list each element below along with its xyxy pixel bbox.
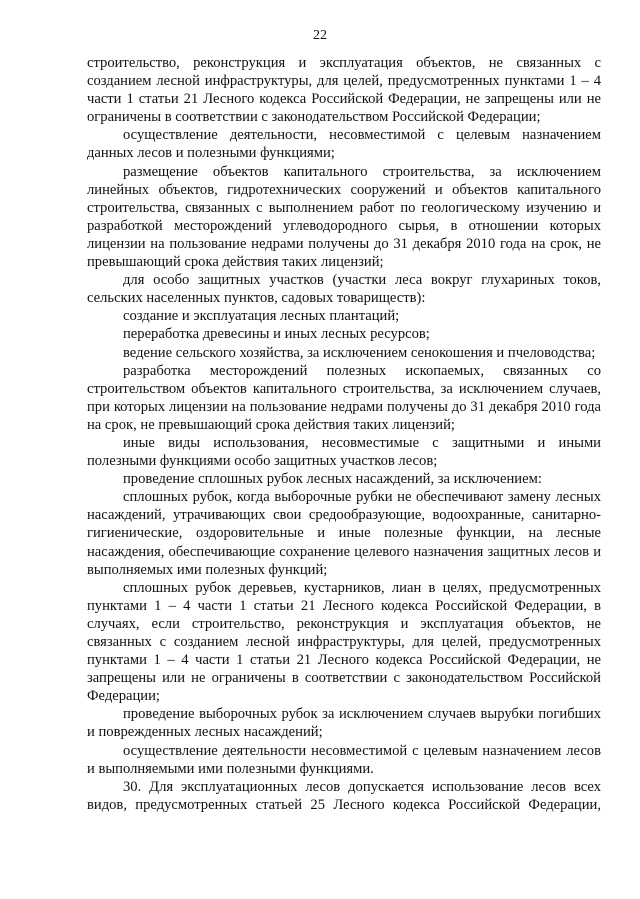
paragraph-2: осуществление деятельности, несовместимой с целевым назначением данных лесов и полезными функциями; xyxy=(87,127,601,162)
paragraph-9: иные виды использования, несовместимые с защитными и иными полезными функциями особо защитных участков лесов; xyxy=(87,434,601,470)
paragraph-6: переработка древесины и иных лесных ресурсов; xyxy=(123,326,430,343)
paragraph-13: проведение выборочных рубок за исключением случаев вырубки погибших и поврежденных лесных насаждений; xyxy=(87,706,601,741)
paragraph-12: сплошных рубок деревьев, кустарников, лиан в целях, предусмотренных пунктами 1 – 4 части 1 статьи 21 Лесного кодекса Российской Федерации, в случаях, если строительство, реконструкция и эксплуатация объектов, не связанных с созданием лесной инфраструктуры, для целей, предусмотренных пунктами 1 – 4 части 1 статьи 21 Лесного кодекса Российской Федерации, не запрещены или не ограничены в соответствии с законодательством Российской Федерации; xyxy=(87,579,601,705)
paragraph-15: 30. Для эксплуатационных лесов допускается использование лесов всех видов, предусмотренных статьей 25 Лесного кодекса Российской Федерации, xyxy=(87,778,601,813)
paragraph-4: для особо защитных участков (участки леса вокруг глухариных токов, сельских населенных пунктов, садовых товариществ): xyxy=(87,272,601,307)
page-number: 22 xyxy=(313,28,327,43)
document-body xyxy=(87,54,601,814)
paragraph-3: размещение объектов капитального строительства, за исключением линейных объектов, гидротехнических сооружений и объектов капитального строительства, связанных с выполнением работ по геологическому изучению и разработкой месторождений углеводородного сырья, в отношении которых лицензии на пользование недрами получены до 31 декабря 2010 года на срок, не превышающий срока действия таких лицензий; xyxy=(87,163,601,271)
paragraph-1: строительство, реконструкция и эксплуатация объектов, не связанных с созданием лесной инфраструктуры, для целей, предусмотренных пунктами 1 – 4 части 1 статьи 21 Лесного кодекса Российской Федерации, не запрещены или не ограничены в соответствии с законодательством Российской Федерации; xyxy=(87,55,601,126)
paragraph-5: создание и эксплуатация лесных плантаций; xyxy=(123,308,400,325)
paragraph-11: сплошных рубок, когда выборочные рубки не обеспечивают замену лесных насаждений, утрачивающих свои средообразующие, водоохранные, санитарно-гигиенические, оздоровительные и иные полезные функции, на лесные насаждения, обеспечивающие сохранение целевого назначения защитных лесов и выполняемых ими полезных функций; xyxy=(87,489,601,578)
paragraph-14: осуществление деятельности несовместимой с целевым назначением лесов и выполняемыми ими полезными функциями. xyxy=(87,742,601,777)
paragraph-10: проведение сплошных рубок лесных насаждений, за исключением: xyxy=(123,471,542,488)
paragraph-8: разработка месторождений полезных ископаемых, связанных со строительством объектов капитального строительства, за исключением случаев, при которых лицензии на пользование недрами получены до 31 декабря 2010 года на срок, не превышающий срока действия таких лицензий; xyxy=(87,362,601,433)
paragraph-7: ведение сельского хозяйства, за исключением сенокошения и пчеловодства; xyxy=(123,344,596,361)
